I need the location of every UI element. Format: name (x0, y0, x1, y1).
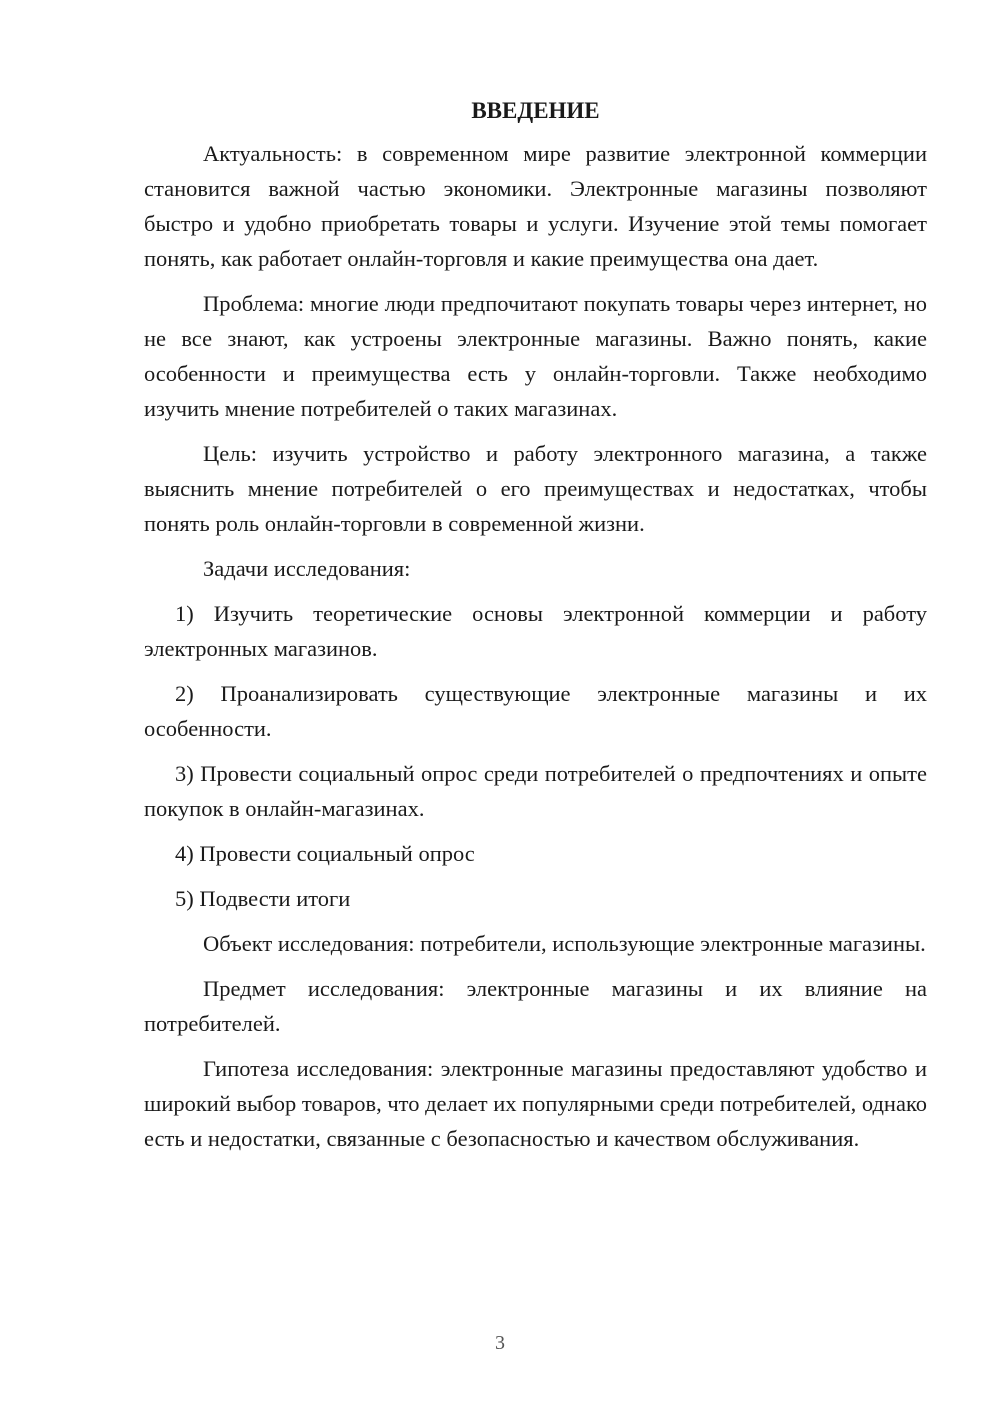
paragraph-hypothesis: Гипотеза исследования: электронные магазины предоставляют удобство и широкий выбор товаров, что делает их популярными среди потребителей, однако есть и недостатки, связанные с безопасностью и качеством обслуживания. (144, 1056, 927, 1151)
paragraph-tasks-heading: Задачи исследования: (203, 556, 411, 581)
page-title: ВВЕДЕНИЕ (471, 98, 600, 123)
paragraph-subject: Предмет исследования: электронные магазины и их влияние на потребителей. (144, 976, 927, 1036)
paragraph-problem: Проблема: многие люди предпочитают покупать товары через интернет, но не все знают, как устроены электронные магазины. Важно понять, какие особенности и преимущества есть у онлайн-торговли. Также необходимо изучить мнение потребителей о таких магазинах. (144, 291, 927, 421)
paragraph-object: Объект исследования: потребители, использующие электронные магазины. (203, 931, 926, 956)
paragraph-goal: Цель: изучить устройство и работу электронного магазина, а также выяснить мнение потребителей о его преимуществах и недостатках, чтобы понять роль онлайн-торговли в современной жизни. (144, 441, 927, 536)
task-item-4: 4) Провести социальный опрос (175, 841, 475, 866)
task-item-5: 5) Подвести итоги (175, 886, 351, 911)
paragraph-relevance: Актуальность: в современном мире развитие электронной коммерции становится важной частью экономики. Электронные магазины позволяют быстро и удобно приобретать товары и услуги. Изучение этой темы помогает понять, как работает онлайн-торговля и какие преимущества она дает. (144, 141, 927, 271)
document-page (144, 94, 927, 1166)
task-item-2: 2) Проанализировать существующие электронные магазины и их особенности. (144, 681, 927, 741)
page-number: 3 (495, 1332, 505, 1354)
task-item-1: 1) Изучить теоретические основы электронной коммерции и работу электронных магазинов. (144, 601, 927, 661)
task-item-3: 3) Провести социальный опрос среди потребителей о предпочтениях и опыте покупок в онлайн-магазинах. (144, 761, 927, 821)
